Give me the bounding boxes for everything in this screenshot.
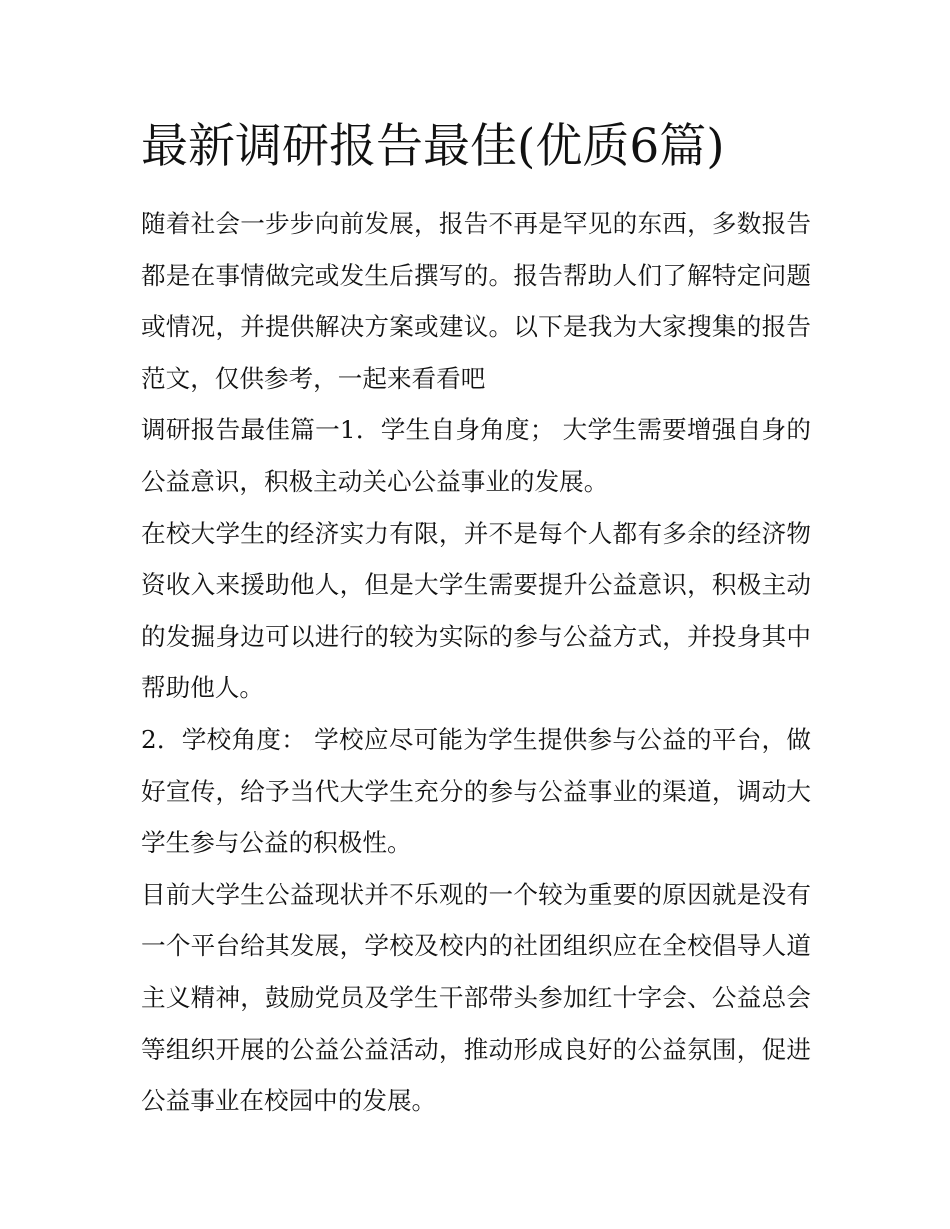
document-body <box>141 110 811 1127</box>
platform-paragraph: 目前大学生公益现状并不乐观的一个较为重要的原因就是没有一个平台给其发展，学校及校内的社团组织应在全校倡导人道主义精神，鼓励党员及学生干部带头参加红十字会、公益总会等组织开展的公益公益活动，推动形成良好的公益氛围，促进公益事业在校园中的发展。 <box>141 879 811 1116</box>
section-one-paragraph: 调研报告最佳篇一1．学生自身角度； 大学生需要增强自身的公益意识，积极主动关心公益事业的发展。 <box>141 415 811 496</box>
school-perspective-paragraph: 2．学校角度： 学校应尽可能为学生提供参与公益的平台，做好宣传，给予当代大学生充分的参与公益事业的渠道，调动大学生参与公益的积极性。 <box>141 724 811 858</box>
intro-paragraph: 随着社会一步步向前发展，报告不再是罕见的东西，多数报告都是在事情做完或发生后撰写的。报告帮助人们了解特定问题或情况，并提供解决方案或建议。以下是我为大家搜集的报告范文，仅供参考，一起来看看吧 <box>141 209 811 393</box>
document-title: 最新调研报告最佳(优质6篇) <box>141 119 725 174</box>
student-economy-paragraph: 在校大学生的经济实力有限，并不是每个人都有多余的经济物资收入来援助他人，但是大学生需要提升公益意识，积极主动的发掘身边可以进行的较为实际的参与公益方式，并投身其中帮助他人。 <box>141 518 811 703</box>
